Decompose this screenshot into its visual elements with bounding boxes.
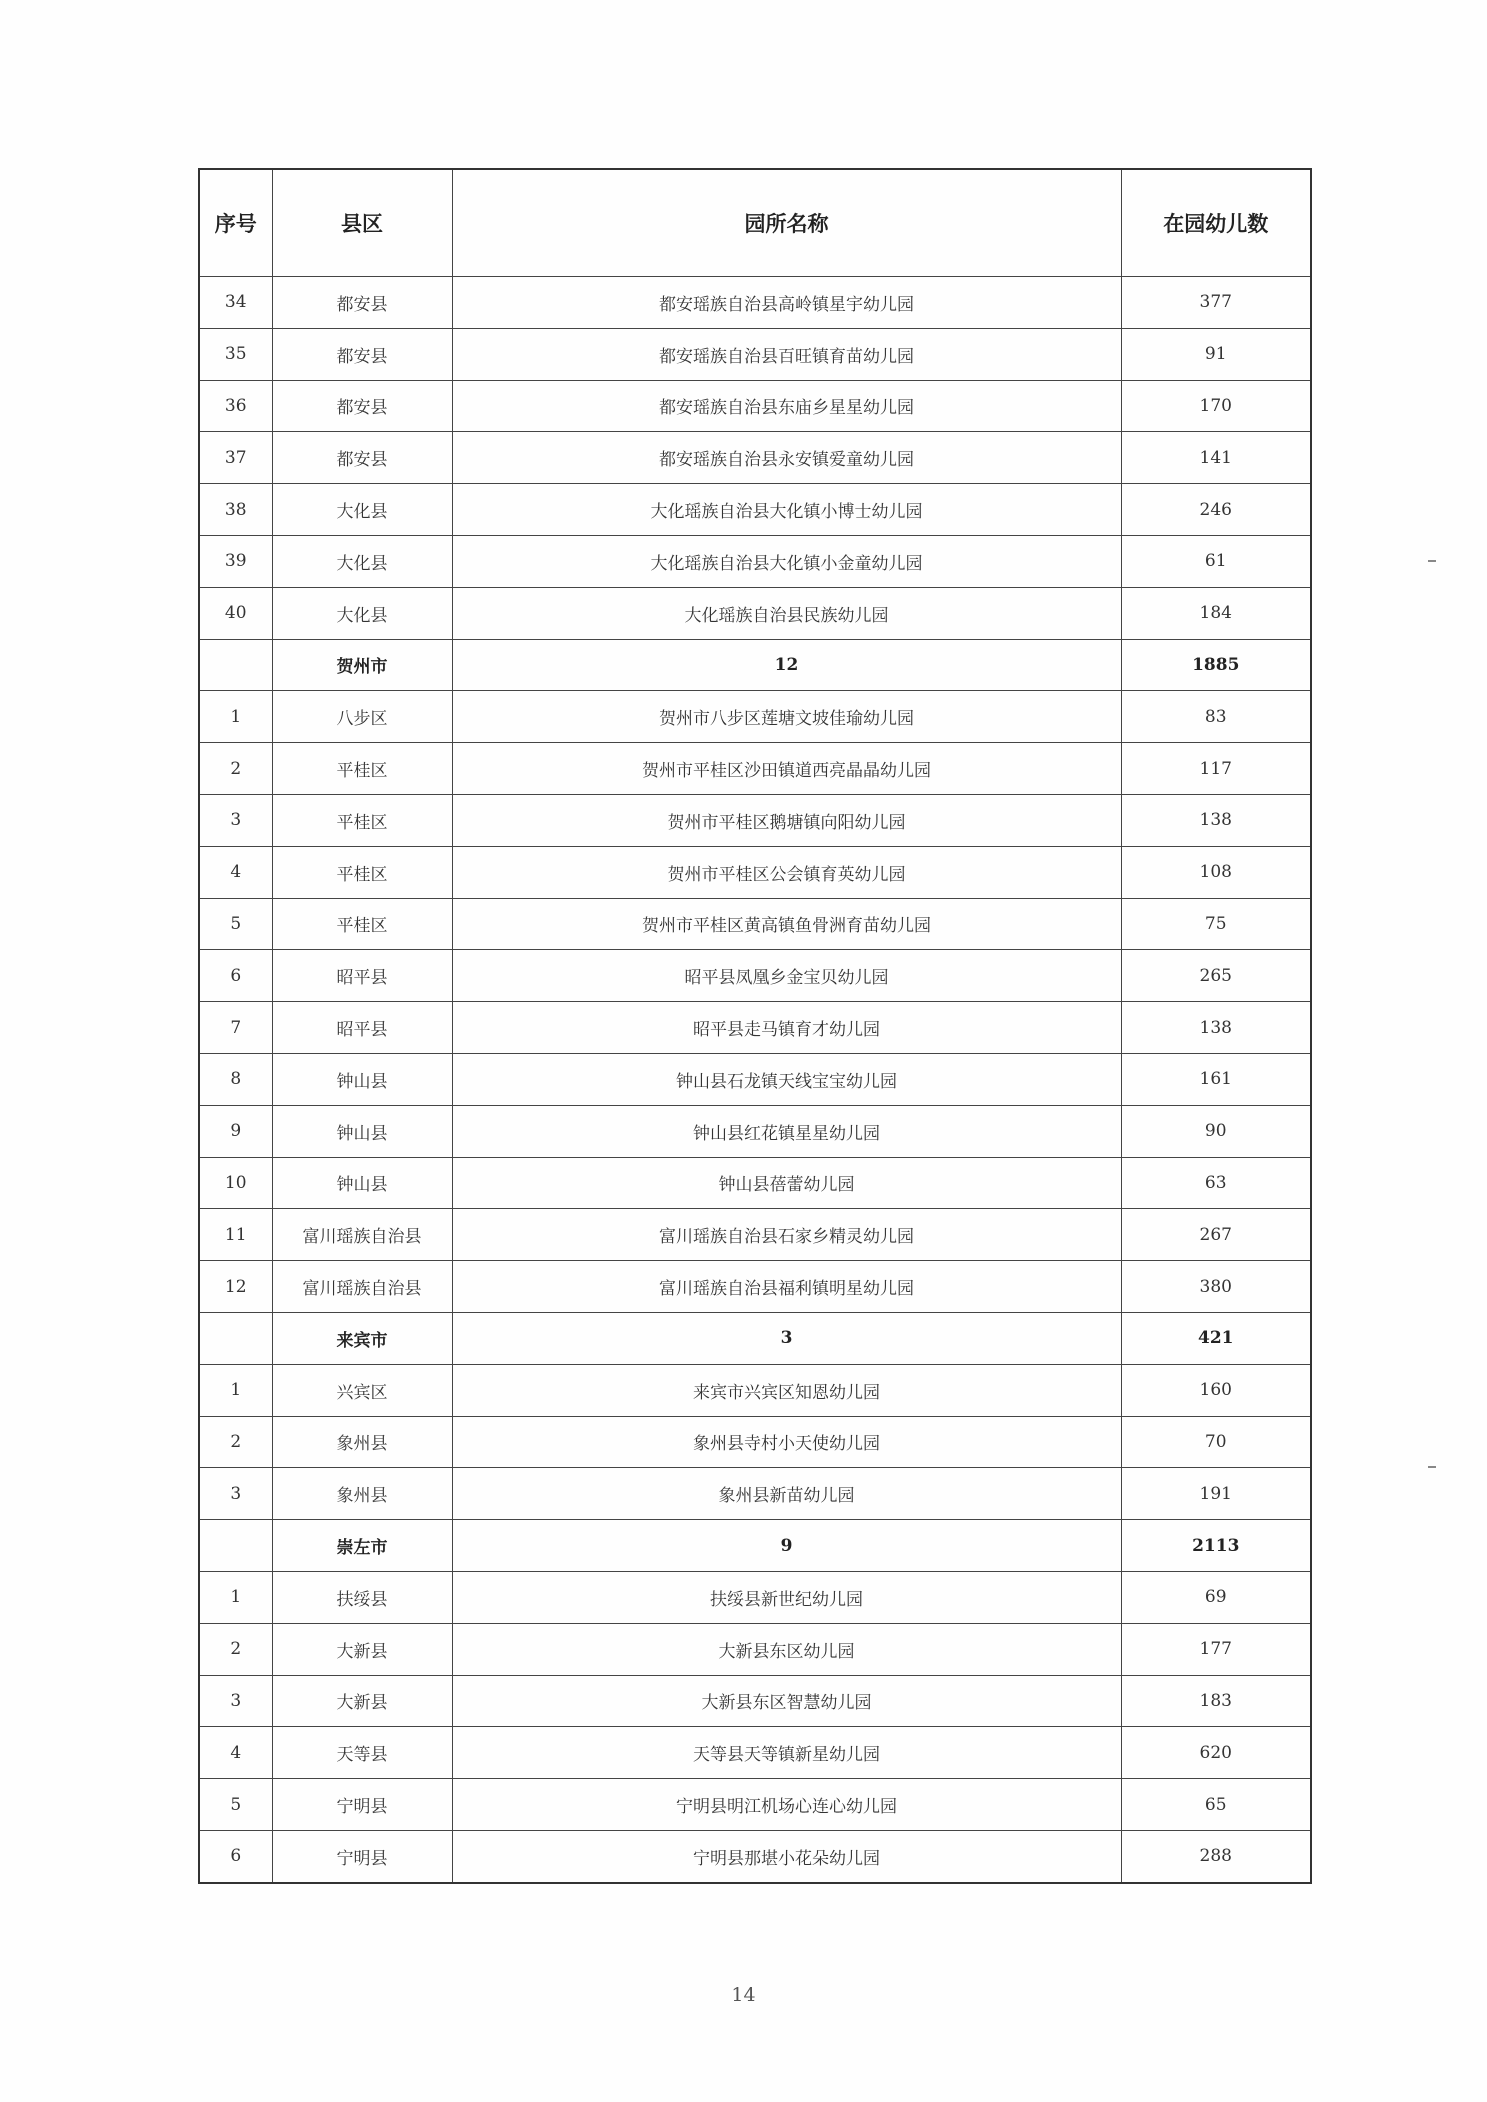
cell-kindergarten-name: 象州县寺村小天使幼儿园 (452, 1416, 1121, 1468)
cell-serial-number: 6 (199, 950, 272, 1002)
table-body (199, 277, 1311, 1883)
cell-serial-number: 2 (199, 1416, 272, 1468)
cell-county: 平桂区 (272, 743, 452, 795)
cell-serial-number: 2 (199, 743, 272, 795)
cell-enrollment-count: 63 (1121, 1157, 1311, 1209)
table-row (199, 1053, 1311, 1105)
table-row (199, 1157, 1311, 1209)
cell-enrollment-count: 90 (1121, 1105, 1311, 1157)
cell-serial-number: 36 (199, 380, 272, 432)
table-row (199, 846, 1311, 898)
cell-county: 都安县 (272, 277, 452, 329)
cell-enrollment-count: 141 (1121, 432, 1311, 484)
cell-county: 大化县 (272, 484, 452, 536)
cell-enrollment-count: 267 (1121, 1209, 1311, 1261)
cell-enrollment-count: 191 (1121, 1468, 1311, 1520)
table-row (199, 1675, 1311, 1727)
cell-kindergarten-name: 大化瑶族自治县大化镇小博士幼儿园 (452, 484, 1121, 536)
cell-serial-number: 1 (199, 691, 272, 743)
cell-kindergarten-name: 大新县东区智慧幼儿园 (452, 1675, 1121, 1727)
cell-enrollment-count: 138 (1121, 1002, 1311, 1054)
cell-kindergarten-name: 大新县东区幼儿园 (452, 1623, 1121, 1675)
table-row (199, 484, 1311, 536)
table-row (199, 691, 1311, 743)
cell-county: 大新县 (272, 1675, 452, 1727)
cell-enrollment-count: 108 (1121, 846, 1311, 898)
cell-kindergarten-name: 钟山县红花镇星星幼儿园 (452, 1105, 1121, 1157)
cell-county: 昭平县 (272, 950, 452, 1002)
cell-kindergarten-name: 钟山县蓓蕾幼儿园 (452, 1157, 1121, 1209)
cell-kindergarten-name: 贺州市平桂区鹅塘镇向阳幼儿园 (452, 794, 1121, 846)
cell-county: 象州县 (272, 1468, 452, 1520)
cell-kindergarten-name: 都安瑶族自治县东庙乡星星幼儿园 (452, 380, 1121, 432)
header-serial-number: 序号 (199, 169, 272, 277)
table-row (199, 1623, 1311, 1675)
cell-kindergarten-name: 9 (452, 1520, 1121, 1572)
cell-enrollment-count: 177 (1121, 1623, 1311, 1675)
cell-kindergarten-name: 宁明县那堪小花朵幼儿园 (452, 1830, 1121, 1882)
cell-county: 昭平县 (272, 1002, 452, 1054)
cell-county: 崇左市 (272, 1520, 452, 1572)
cell-kindergarten-name: 富川瑶族自治县石家乡精灵幼儿园 (452, 1209, 1121, 1261)
cell-county: 平桂区 (272, 846, 452, 898)
cell-kindergarten-name: 大化瑶族自治县民族幼儿园 (452, 587, 1121, 639)
cell-county: 都安县 (272, 432, 452, 484)
cell-serial-number: 38 (199, 484, 272, 536)
cell-enrollment-count: 75 (1121, 898, 1311, 950)
table-row (199, 328, 1311, 380)
cell-enrollment-count: 380 (1121, 1261, 1311, 1313)
cell-enrollment-count: 184 (1121, 587, 1311, 639)
city-subtotal-row (199, 1520, 1311, 1572)
cell-county: 钟山县 (272, 1105, 452, 1157)
cell-enrollment-count: 91 (1121, 328, 1311, 380)
cell-enrollment-count: 161 (1121, 1053, 1311, 1105)
cell-serial-number: 10 (199, 1157, 272, 1209)
cell-kindergarten-name: 都安瑶族自治县永安镇爱童幼儿园 (452, 432, 1121, 484)
cell-enrollment-count: 83 (1121, 691, 1311, 743)
cell-enrollment-count: 377 (1121, 277, 1311, 329)
cell-serial-number: 3 (199, 1468, 272, 1520)
header-enrollment-count: 在园幼儿数 (1121, 169, 1311, 277)
table-row (199, 1261, 1311, 1313)
cell-enrollment-count: 265 (1121, 950, 1311, 1002)
table-row (199, 743, 1311, 795)
cell-county: 象州县 (272, 1416, 452, 1468)
cell-enrollment-count: 65 (1121, 1779, 1311, 1831)
cell-county: 平桂区 (272, 794, 452, 846)
cell-kindergarten-name: 都安瑶族自治县高岭镇星宇幼儿园 (452, 277, 1121, 329)
cell-kindergarten-name: 3 (452, 1312, 1121, 1364)
table-row (199, 1002, 1311, 1054)
table-row (199, 1571, 1311, 1623)
cell-county: 贺州市 (272, 639, 452, 691)
cell-enrollment-count: 138 (1121, 794, 1311, 846)
cell-serial-number: 40 (199, 587, 272, 639)
cell-serial-number: 37 (199, 432, 272, 484)
cell-kindergarten-name: 昭平县走马镇育才幼儿园 (452, 1002, 1121, 1054)
table-row (199, 1364, 1311, 1416)
cell-county: 都安县 (272, 380, 452, 432)
table-row (199, 1830, 1311, 1882)
kindergarten-table (198, 168, 1312, 1884)
cell-county: 大化县 (272, 535, 452, 587)
cell-county: 平桂区 (272, 898, 452, 950)
cell-county: 大新县 (272, 1623, 452, 1675)
cell-serial-number: 11 (199, 1209, 272, 1261)
cell-serial-number: 4 (199, 1727, 272, 1779)
table-row (199, 1468, 1311, 1520)
cell-county: 天等县 (272, 1727, 452, 1779)
cell-county: 钟山县 (272, 1053, 452, 1105)
cell-kindergarten-name: 大化瑶族自治县大化镇小金童幼儿园 (452, 535, 1121, 587)
cell-kindergarten-name: 12 (452, 639, 1121, 691)
cell-serial-number (199, 1520, 272, 1572)
cell-enrollment-count: 288 (1121, 1830, 1311, 1882)
scan-artifact-mark (1428, 1466, 1436, 1468)
cell-serial-number: 9 (199, 1105, 272, 1157)
table-row (199, 1779, 1311, 1831)
cell-serial-number: 3 (199, 794, 272, 846)
cell-kindergarten-name: 钟山县石龙镇天线宝宝幼儿园 (452, 1053, 1121, 1105)
cell-serial-number (199, 639, 272, 691)
table-row (199, 950, 1311, 1002)
cell-serial-number: 8 (199, 1053, 272, 1105)
cell-enrollment-count: 246 (1121, 484, 1311, 536)
cell-serial-number: 35 (199, 328, 272, 380)
cell-serial-number: 7 (199, 1002, 272, 1054)
cell-kindergarten-name: 富川瑶族自治县福利镇明星幼儿园 (452, 1261, 1121, 1313)
table-row (199, 432, 1311, 484)
cell-kindergarten-name: 贺州市平桂区黄高镇鱼骨洲育苗幼儿园 (452, 898, 1121, 950)
table-row (199, 898, 1311, 950)
cell-county: 兴宾区 (272, 1364, 452, 1416)
cell-county: 富川瑶族自治县 (272, 1209, 452, 1261)
cell-county: 大化县 (272, 587, 452, 639)
table-header-row (199, 169, 1311, 277)
cell-kindergarten-name: 昭平县凤凰乡金宝贝幼儿园 (452, 950, 1121, 1002)
cell-county: 来宾市 (272, 1312, 452, 1364)
cell-enrollment-count: 160 (1121, 1364, 1311, 1416)
cell-serial-number: 34 (199, 277, 272, 329)
table-row (199, 587, 1311, 639)
cell-enrollment-count: 2113 (1121, 1520, 1311, 1572)
cell-kindergarten-name: 都安瑶族自治县百旺镇育苗幼儿园 (452, 328, 1121, 380)
cell-serial-number (199, 1312, 272, 1364)
cell-enrollment-count: 117 (1121, 743, 1311, 795)
cell-enrollment-count: 61 (1121, 535, 1311, 587)
cell-county: 富川瑶族自治县 (272, 1261, 452, 1313)
cell-enrollment-count: 70 (1121, 1416, 1311, 1468)
cell-kindergarten-name: 天等县天等镇新星幼儿园 (452, 1727, 1121, 1779)
cell-enrollment-count: 620 (1121, 1727, 1311, 1779)
cell-county: 钟山县 (272, 1157, 452, 1209)
cell-serial-number: 2 (199, 1623, 272, 1675)
page-number: 14 (731, 1984, 756, 2006)
cell-kindergarten-name: 象州县新苗幼儿园 (452, 1468, 1121, 1520)
table-row (199, 1209, 1311, 1261)
cell-kindergarten-name: 贺州市平桂区公会镇育英幼儿园 (452, 846, 1121, 898)
table-row (199, 1727, 1311, 1779)
cell-county: 宁明县 (272, 1779, 452, 1831)
table-row (199, 380, 1311, 432)
cell-county: 扶绥县 (272, 1571, 452, 1623)
cell-serial-number: 4 (199, 846, 272, 898)
table-row (199, 794, 1311, 846)
cell-serial-number: 1 (199, 1571, 272, 1623)
city-subtotal-row (199, 639, 1311, 691)
scan-artifact-mark (1428, 560, 1436, 562)
table-row (199, 1416, 1311, 1468)
city-subtotal-row (199, 1312, 1311, 1364)
cell-serial-number: 5 (199, 1779, 272, 1831)
cell-kindergarten-name: 来宾市兴宾区知恩幼儿园 (452, 1364, 1121, 1416)
cell-enrollment-count: 170 (1121, 380, 1311, 432)
cell-enrollment-count: 183 (1121, 1675, 1311, 1727)
cell-serial-number: 39 (199, 535, 272, 587)
cell-serial-number: 3 (199, 1675, 272, 1727)
cell-kindergarten-name: 扶绥县新世纪幼儿园 (452, 1571, 1121, 1623)
cell-county: 宁明县 (272, 1830, 452, 1882)
cell-serial-number: 1 (199, 1364, 272, 1416)
cell-enrollment-count: 1885 (1121, 639, 1311, 691)
cell-kindergarten-name: 宁明县明江机场心连心幼儿园 (452, 1779, 1121, 1831)
table-row (199, 1105, 1311, 1157)
cell-serial-number: 12 (199, 1261, 272, 1313)
cell-enrollment-count: 421 (1121, 1312, 1311, 1364)
table-row (199, 277, 1311, 329)
header-county: 县区 (272, 169, 452, 277)
cell-enrollment-count: 69 (1121, 1571, 1311, 1623)
cell-kindergarten-name: 贺州市八步区莲塘文坡佳瑜幼儿园 (452, 691, 1121, 743)
cell-county: 八步区 (272, 691, 452, 743)
cell-kindergarten-name: 贺州市平桂区沙田镇道西亮晶晶幼儿园 (452, 743, 1121, 795)
table-row (199, 535, 1311, 587)
cell-serial-number: 5 (199, 898, 272, 950)
cell-county: 都安县 (272, 328, 452, 380)
header-kindergarten-name: 园所名称 (452, 169, 1121, 277)
cell-serial-number: 6 (199, 1830, 272, 1882)
